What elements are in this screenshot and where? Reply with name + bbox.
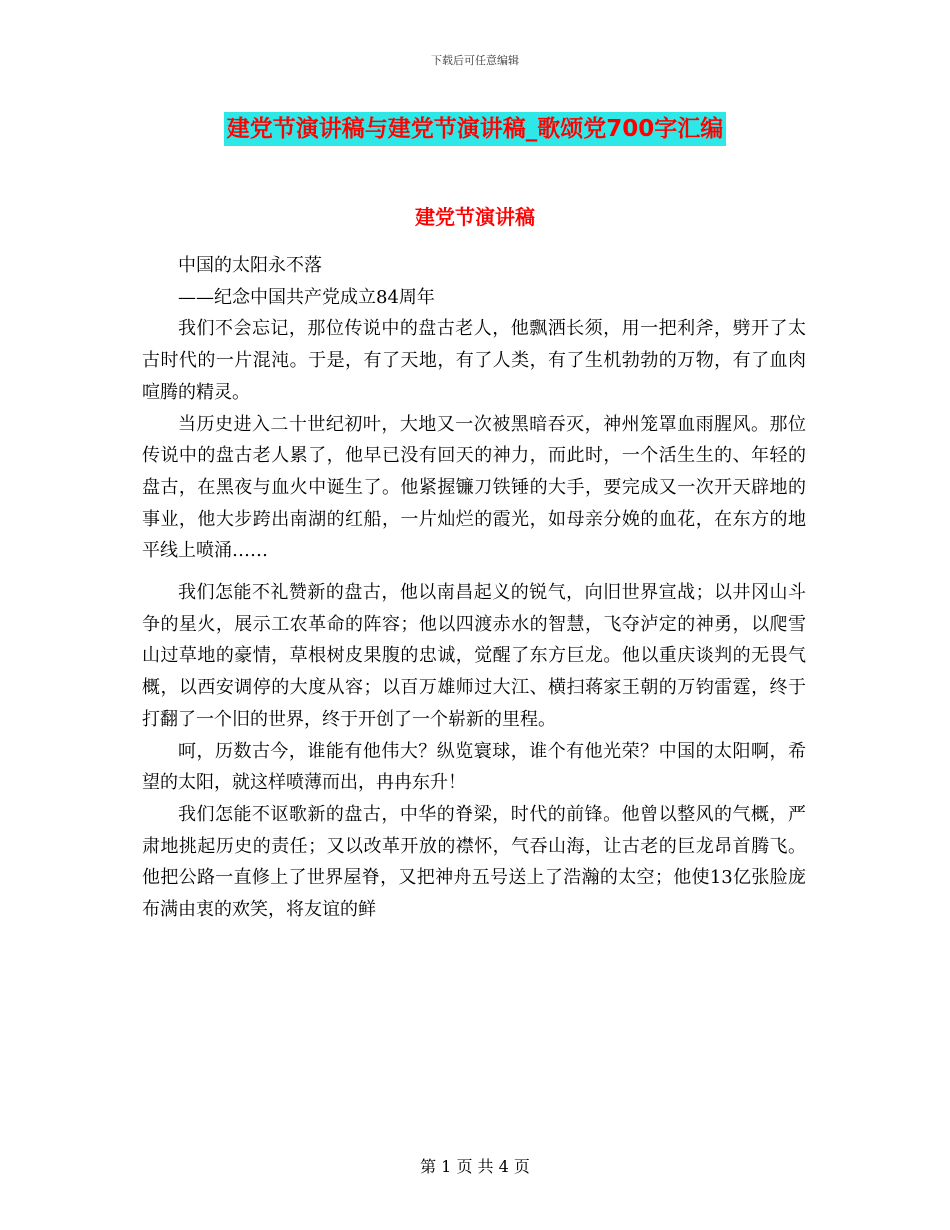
header-note: 下载后可任意编辑	[431, 54, 519, 67]
page-number: 第 1 页 共 4 页	[420, 1157, 530, 1176]
paragraph: 我们怎能不讴歌新的盘古，中华的脊梁，时代的前锋。他曾以整风的气概，严肃地挑起历史的责任；又以改革开放的襟怀，气吞山海，让古老的巨龙昂首腾飞。他把公路一直修上了世界屋脊，又把神舟五号送上了浩瀚的太空；他使13亿张脸庞布满由衷的欢笑，将友谊的鲜	[142, 803, 806, 921]
document-title-text: 建党节演讲稿与建党节演讲稿_歌颂党700字汇编	[224, 112, 727, 146]
section-title: 建党节演讲稿	[415, 205, 535, 229]
paragraph: 呵，历数古今，谁能有他伟大？纵览寰球，谁个有他光荣？中国的太阳啊，希望的太阳，就这样喷薄而出，冉冉东升！	[142, 740, 806, 794]
document-title	[0, 112, 950, 146]
paragraph-subtitle: 中国的太阳永不落	[178, 255, 322, 276]
paragraph: 我们怎能不礼赞新的盘古，他以南昌起义的锐气，向旧世界宣战；以井冈山斗争的星火，展示工农革命的阵容；他以四渡赤水的智慧，飞夺泸定的神勇，以爬雪山过草地的豪情，草根树皮果腹的忠诚，觉醒了东方巨龙。他以重庆谈判的无畏气概，以西安调停的大度从容；以百万雄师过大江、横扫蒋家王朝的万钧雷霆，终于打翻了一个旧的世界，终于开创了一个崭新的里程。	[142, 582, 806, 730]
paragraph: 我们不会忘记，那位传说中的盘古老人，他飘洒长须，用一把利斧，劈开了太古时代的一片混沌。于是，有了天地，有了人类，有了生机勃勃的万物，有了血肉喧腾的精灵。	[142, 318, 806, 403]
document-body	[142, 250, 806, 926]
paragraph: 当历史进入二十世纪初叶，大地又一次被黑暗吞灭，神州笼罩血雨腥风。那位传说中的盘古老人累了，他早已没有回天的神力，而此时，一个活生生的、年轻的盘古，在黑夜与血火中诞生了。他紧握镰刀铁锤的大手，要完成又一次开天辟地的事业，他大步跨出南湖的红船，一片灿烂的霞光，如母亲分娩的血花，在东方的地平线上喷涌……	[142, 413, 806, 562]
paragraph-dedication: ——纪念中国共产党成立84周年	[178, 286, 435, 308]
